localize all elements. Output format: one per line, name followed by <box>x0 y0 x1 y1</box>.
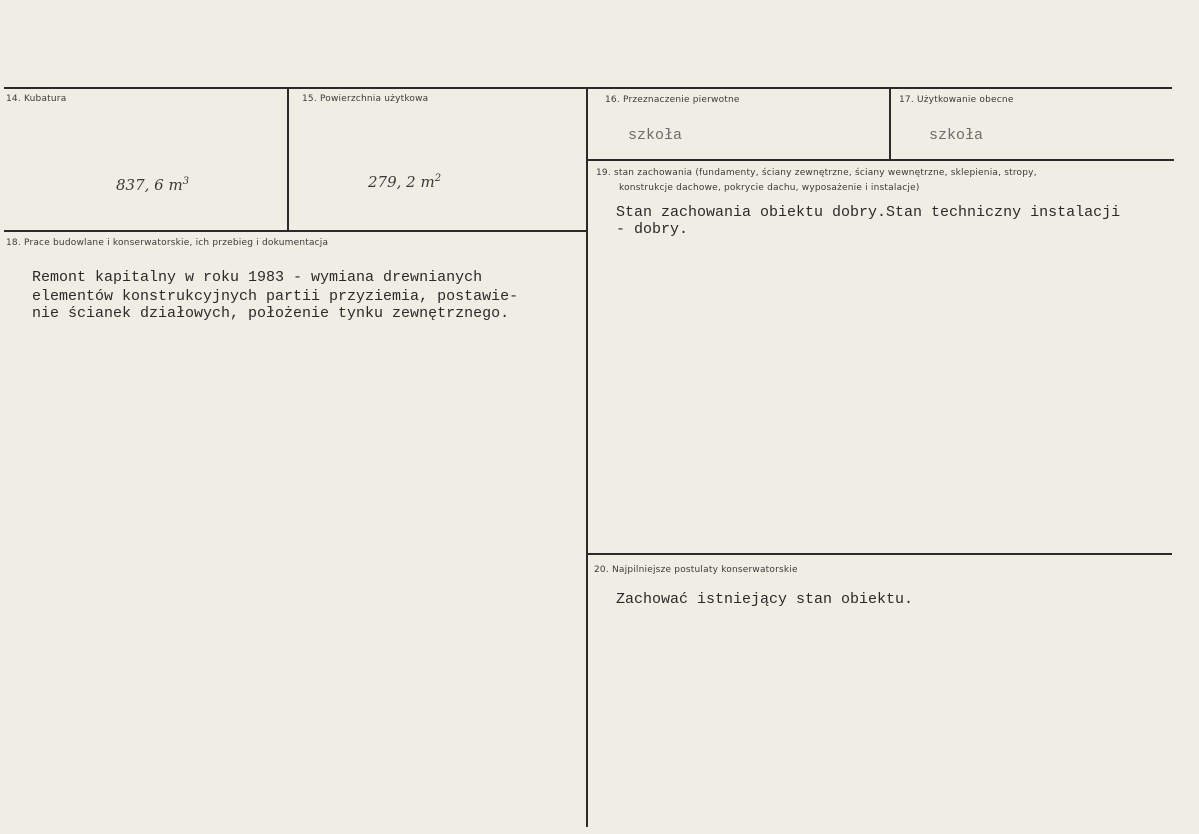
field-20-label: 20. Najpilniejsze postulaty konserwatorskie <box>594 565 798 575</box>
field-19-text-line-2: - dobry. <box>616 221 689 238</box>
divider-16-17 <box>889 89 891 159</box>
field-14-label: 14. Kubatura <box>6 94 67 104</box>
row-divider-right-bottom <box>588 553 1172 555</box>
field-18-text-line-2: elementów konstrukcyjnych partii przyziemia, postawie- <box>32 288 519 305</box>
field-14-number: 837, 6 <box>116 176 164 194</box>
field-20-value: Zachować istniejący stan obiektu. <box>616 591 914 608</box>
field-16-value: szkoła <box>628 127 683 144</box>
field-14-exponent: 3 <box>182 176 190 187</box>
row-divider-left <box>4 230 586 232</box>
field-15-exponent: 2 <box>434 173 442 184</box>
field-19-text-line-1: Stan zachowania obiektu dobry.Stan techniczny instalacji <box>616 204 1121 221</box>
field-15-unit: m <box>420 173 435 191</box>
divider-main-vertical <box>586 89 588 827</box>
top-border-line <box>4 87 1172 89</box>
field-18-text-line-3: nie ścianek działowych, położenie tynku zewnętrznego. <box>32 305 510 322</box>
field-17-value: szkoła <box>929 127 984 144</box>
field-15-number: 279, 2 <box>368 173 416 191</box>
field-14-value <box>116 176 189 194</box>
field-18-label: 18. Prace budowlane i konserwatorskie, ich przebieg i dokumentacja <box>6 238 329 248</box>
field-14-unit: m <box>168 176 183 194</box>
divider-14-15 <box>287 89 289 230</box>
row-divider-right-top <box>588 159 1174 161</box>
field-18-text-line-1: Remont kapitalny w roku 1983 - wymiana drewnianych <box>32 269 483 286</box>
field-15-label: 15. Powierzchnia użytkowa <box>302 94 429 104</box>
field-19-label-line-1: 19. stan zachowania (fundamenty, ściany zewnętrzne, ściany wewnętrzne, sklepienia, stropy, <box>596 168 1037 178</box>
field-15-value <box>368 173 441 191</box>
field-19-label-line-2: konstrukcje dachowe, pokrycie dachu, wyposażenie i instalacje) <box>619 183 920 193</box>
field-17-label: 17. Użytkowanie obecne <box>899 95 1014 105</box>
field-16-label: 16. Przeznaczenie pierwotne <box>605 95 740 105</box>
